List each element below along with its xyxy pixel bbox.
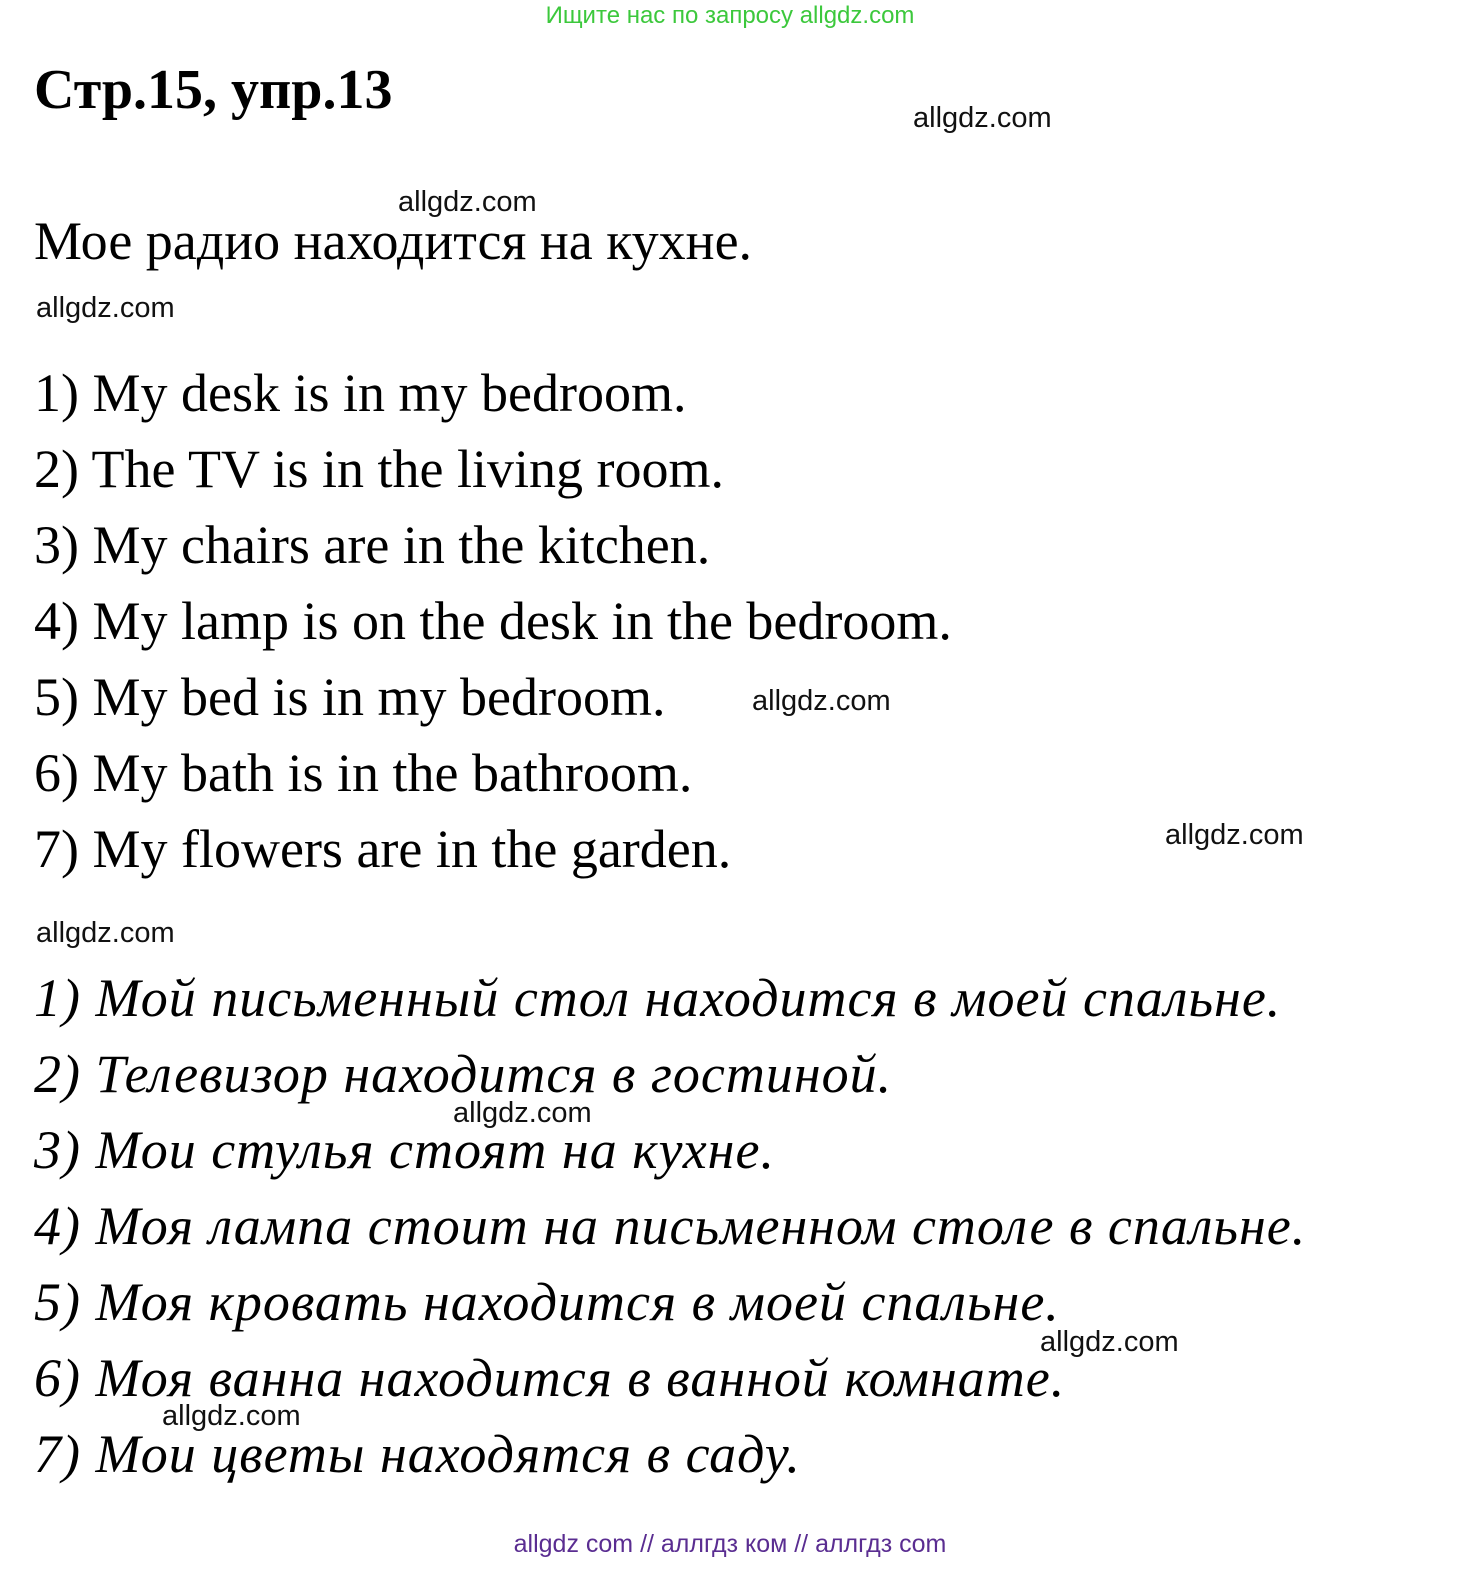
russian-sentence-1: 1) Мой письменный стол находится в моей спальне.: [34, 968, 1282, 1028]
watermark: allgdz.com: [913, 102, 1052, 134]
watermark: allgdz.com: [1040, 1326, 1179, 1358]
top-banner-link[interactable]: Ищите нас по запросу allgdz.com: [545, 2, 915, 29]
russian-sentence-2: 2) Телевизор находится в гостиной.: [34, 1044, 893, 1104]
task-sentence: Мое радио находится на кухне.: [34, 211, 753, 271]
watermark: allgdz.com: [453, 1097, 592, 1129]
russian-sentence-3: 3) Мои стулья стоят на кухне.: [34, 1120, 775, 1180]
english-sentence-3: 3) My chairs are in the kitchen.: [34, 515, 711, 575]
russian-sentence-5: 5) Моя кровать находится в моей спальне.: [34, 1272, 1060, 1332]
russian-sentence-7: 7) Мои цветы находятся в саду.: [34, 1424, 801, 1484]
english-sentence-4: 4) My lamp is on the desk in the bedroom.: [34, 591, 952, 651]
english-sentence-1: 1) My desk is in my bedroom.: [34, 363, 687, 423]
page-title: Стр.15, упр.13: [34, 59, 393, 121]
russian-sentence-6: 6) Моя ванна находится в ванной комнате.: [34, 1348, 1066, 1408]
watermark: allgdz.com: [36, 292, 175, 324]
watermark: allgdz.com: [398, 186, 537, 218]
russian-sentence-4: 4) Моя лампа стоит на письменном столе в спальне.: [34, 1196, 1307, 1256]
watermark: allgdz.com: [1165, 819, 1304, 851]
english-sentence-2: 2) The TV is in the living room.: [34, 439, 724, 499]
footer-links[interactable]: allgdz com // аллгдз ком // аллгдз com: [513, 1530, 947, 1558]
watermark: allgdz.com: [752, 685, 891, 717]
english-sentence-6: 6) My bath is in the bathroom.: [34, 743, 693, 803]
watermark: allgdz.com: [162, 1400, 301, 1432]
english-sentence-7: 7) My flowers are in the garden.: [34, 819, 732, 879]
watermark: allgdz.com: [36, 917, 175, 949]
english-sentence-5: 5) My bed is in my bedroom.: [34, 667, 666, 727]
